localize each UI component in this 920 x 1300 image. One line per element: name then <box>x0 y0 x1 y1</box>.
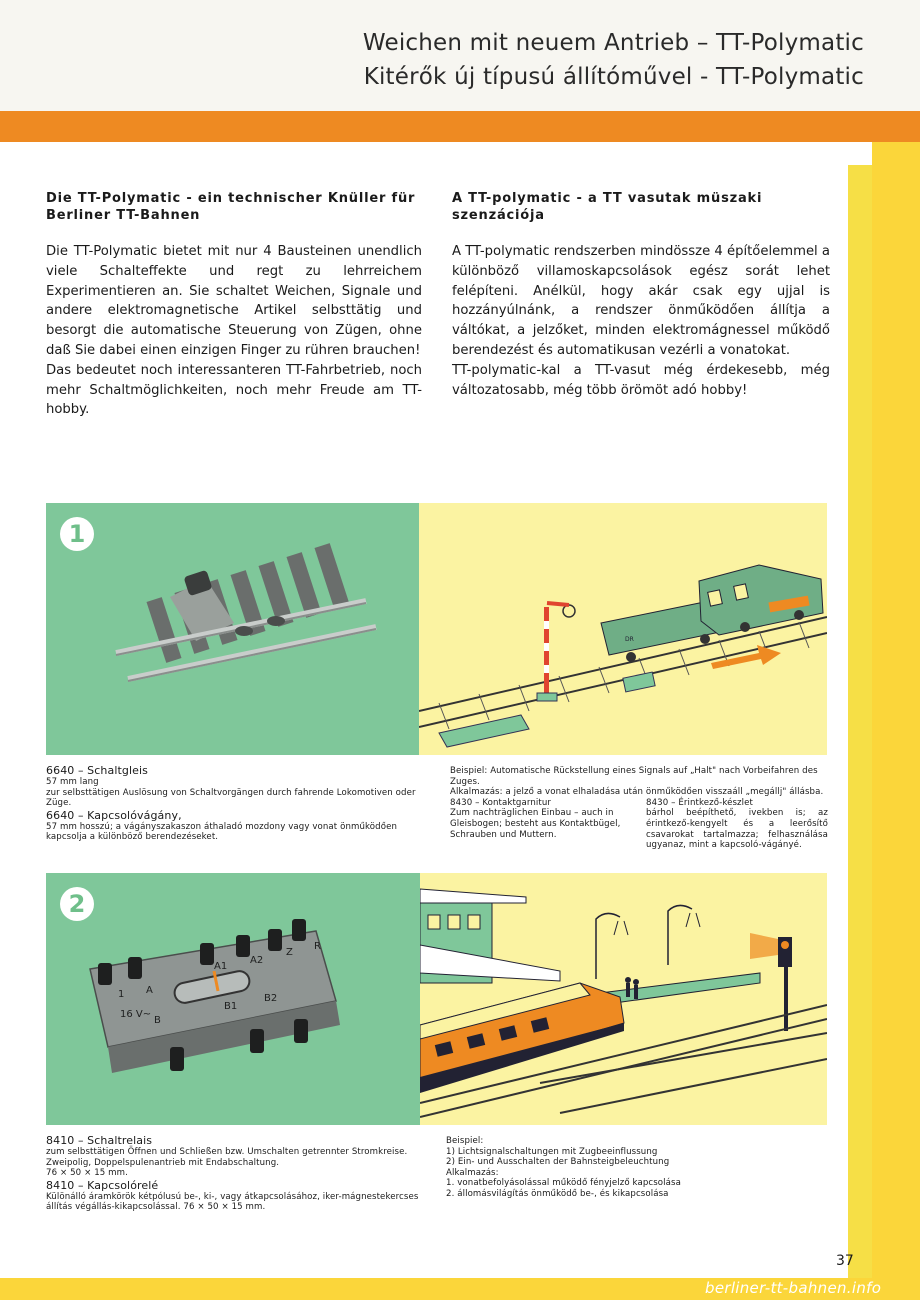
relay-label-a: A <box>146 985 153 996</box>
intro-hungarian-body: A TT-polymatic rendszerben mindössze 4 építőelemmel a különböző villamoskapcsolások egész sorát lehet felépíteni. Anélkül, hogy akár csak egy ujjal is hozzányúlnánk, a rendszer önműködően állítja a váltókat, a jelzőket, minden elektromágnessel működő berendezést és automatikusan vezérli a vonatokat. <box>452 244 830 358</box>
page-number: 37 <box>836 1253 854 1269</box>
intro-german-body: Die TT-Polymatic bietet mit nur 4 Bausteinen unendlich viele Schalteffekte und regt zu lehrreichem Experimentieren an. Sie schaltet Weichen, Signale und andere elektromagnetische Artikel selbsttätig und besorgt die automatische Steuerung von Zügen, ohne daß Sie dabei einen einzigen Finger zu rühren brauchen! <box>46 244 422 358</box>
switch-track-photo <box>46 503 419 755</box>
page-title-hungarian: Kitérők új típusú állítóművel - TT-Polymatic <box>363 64 864 90</box>
inner-yellow-strip <box>848 165 872 1278</box>
intro-hungarian <box>452 190 830 400</box>
intro-german <box>46 190 422 420</box>
relay-title-hungarian: 8410 – Kapcsolórelé <box>46 1178 159 1192</box>
relay-image <box>90 919 340 1073</box>
relay-desc-hungarian: Különálló áramkörök kétpólusú be-, ki-, vagy átkapcsolásához, iker-mágnestekercses állítás végállás-kikapcsolással. 76 × 50 × 15 mm. <box>46 1191 419 1213</box>
relay-label-z: Z <box>286 947 293 958</box>
contact-set-german <box>450 798 632 840</box>
section-number-badge: 1 <box>60 517 94 551</box>
wagon-marking: DR <box>625 636 634 643</box>
intro-hungarian-body-2: TT-polymatic-kal a TT-vasut még érdekesebb, még változatosabb, még több örömöt adó hobby! <box>452 362 830 398</box>
relay-label-voltage: 16 V~ <box>120 1009 152 1020</box>
relay-label-b1: B1 <box>224 1001 238 1012</box>
relay-illustration <box>46 873 420 1125</box>
relay-example-1-hungarian: 1. vonatbefolyásolással működő fényjelző kapcsolása <box>446 1178 681 1189</box>
relay-caption <box>46 1134 422 1213</box>
signal-train-image <box>419 565 827 747</box>
relay-example-heading-german: Beispiel: <box>446 1136 484 1146</box>
relay-title-german: 8410 – Schaltrelais <box>46 1134 153 1147</box>
switch-track-title-german: 6640 – Schaltgleis <box>46 764 148 777</box>
contact-set-hungarian <box>646 798 828 851</box>
station-illustration <box>420 873 827 1125</box>
station-image <box>420 889 827 1117</box>
contact-set-title-german: 8430 – Kontaktgarnitur <box>450 797 552 808</box>
signal-train-illustration <box>419 503 827 755</box>
switch-track-image <box>116 543 376 681</box>
example-german: Beispiel: Automatische Rückstellung eines Signals auf „Halt" nach Vorbeifahren des Zuges. <box>450 766 818 787</box>
contact-set-desc-german: Zum nachträglichen Einbau – auch in Gleisbogen; besteht aus Kontaktbügel, Schrauben und Muttern. <box>450 808 621 840</box>
relay-dimensions: 76 × 50 × 15 mm. <box>46 1168 128 1179</box>
contact-set-desc-hungarian: bárhol beépíthető, ivekben is; az érintkező-kengyelt és a leerősítő csavarokat tartalmazza; felhasználása ugyanaz, mint a kapcsoló-vágányé. <box>646 808 828 851</box>
intro-german-heading: Die TT-Polymatic - ein technischer Knüller für Berliner TT-Bahnen <box>46 191 416 223</box>
station-drawing <box>420 873 827 1125</box>
switch-track-desc-german: zur selbsttätigen Auslösung von Schaltvorgängen durch fahrende Lokomotiven oder Züge. <box>46 787 416 809</box>
relay-example-2-hungarian: 2. állomásvilágítás önműködő be-, és kikapcsolása <box>446 1188 669 1199</box>
relay-photo <box>46 873 420 1125</box>
contact-set-caption <box>450 766 828 858</box>
example-hungarian: Alkalmazás: a jelző a vonat elhaladása után önműködően visszaáll „megállj" állásba. <box>450 787 824 798</box>
intro-hungarian-heading: A TT-polymatic - a TT vasutak müszaki szenzációja <box>452 191 763 223</box>
switch-track-illustration <box>46 503 419 755</box>
relay-desc-german: zum selbsttätigen Öffnen und Schließen bzw. Umschalten getrennter Stromkreise. Zweipolig, Doppelspulenantrieb mit Endabschaltung. <box>46 1147 408 1168</box>
switch-track-length: 57 mm lang <box>46 777 99 787</box>
relay-label-a1: A1 <box>214 961 228 972</box>
intro-german-body-2: Das bedeutet noch interessanteren TT-Fahrbetrieb, noch mehr Schaltmöglichkeiten, noch mehr Freude am TT-hobby. <box>46 362 422 418</box>
relay-label-r: R <box>314 941 321 952</box>
source-watermark: berliner-tt-bahnen.info <box>705 1279 882 1297</box>
section-number-badge-2: 2 <box>60 887 94 921</box>
relay-label-b: B <box>154 1015 161 1026</box>
switch-track-title-hungarian: 6640 – Kapcsolóvágány, <box>46 808 182 822</box>
relay-example-1-german: 1) Lichtsignalschaltungen mit Zugbeeinflussung <box>446 1146 658 1157</box>
relay-example-2-german: 2) Ein- und Ausschalten der Bahnsteigbeleuchtung <box>446 1157 670 1168</box>
switch-track-desc-hungarian: 57 mm hosszú; a vágányszakaszon áthaladó mozdony vagy vonat önműködően kapcsolja a különböző berendezéseket. <box>46 821 398 843</box>
yellow-band-right <box>872 142 920 1300</box>
relay-label-1: 1 <box>118 989 125 1000</box>
relay-example-heading-hungarian: Alkalmazás: <box>446 1167 499 1178</box>
relay-examples-caption <box>446 1136 826 1200</box>
relay-label-b2: B2 <box>264 993 278 1004</box>
page-title-german: Weichen mit neuem Antrieb – TT-Polymatic <box>362 30 864 56</box>
signal-train-drawing <box>419 503 827 755</box>
switch-track-caption <box>46 764 420 843</box>
contact-set-title-hungarian: 8430 – Érintkező-készlet <box>646 797 754 808</box>
relay-label-a2: A2 <box>250 955 264 966</box>
